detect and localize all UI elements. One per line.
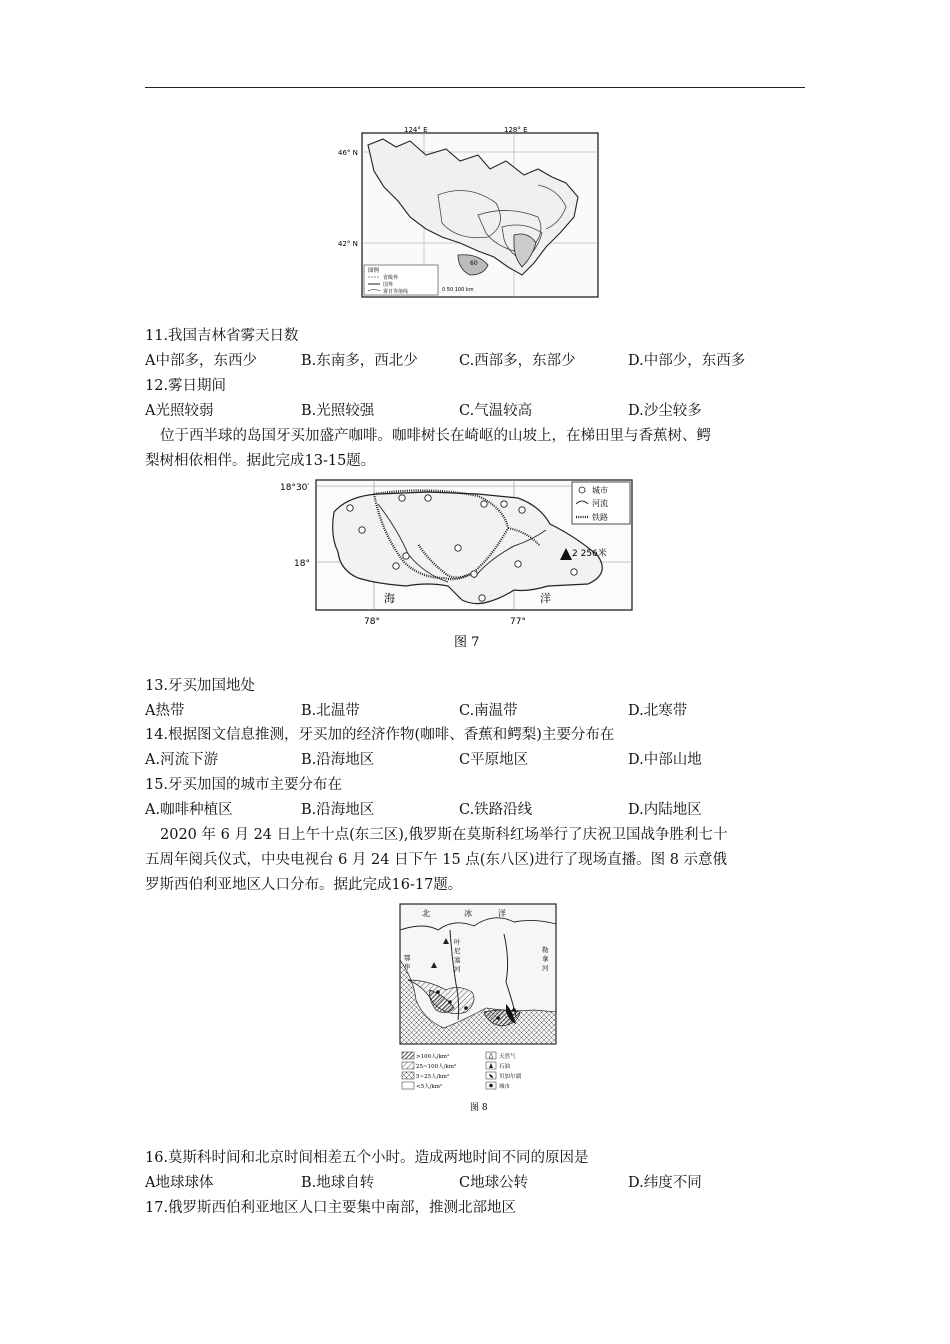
yenisei-char-0: 叶	[454, 938, 461, 946]
lena-char-0: 勒	[542, 946, 549, 954]
q14-option-a: A.河流下游	[145, 752, 219, 768]
q12-option-c: C.气温较高	[459, 403, 533, 419]
jilin-fog-map	[338, 125, 603, 303]
q16-option-b: B.地球自转	[301, 1175, 375, 1191]
q13-option-a: A热带	[145, 703, 185, 719]
passage-russia	[145, 823, 807, 898]
q11-stem: 11.我国吉林省雾天日数	[145, 328, 299, 344]
q15-option-c: C.铁路沿线	[459, 802, 533, 818]
jamaica-lon-label-1: 77°	[510, 617, 526, 627]
jilin-lat-label-0: 46° N	[338, 149, 358, 157]
siberia-population-map	[394, 900, 560, 1116]
jilin-lon-label-1: 128° E	[504, 126, 528, 134]
city-icon	[489, 1084, 493, 1088]
legend-density-3: <5人/km²	[416, 1084, 443, 1090]
q13-option-b: B.北温带	[301, 703, 360, 719]
legend-symbol-baikal: 贝加尔湖	[499, 1074, 522, 1080]
jamaica-legend-city: 城市	[592, 486, 608, 495]
siberia-top-label-0: 北	[422, 909, 430, 918]
q15-option-b: B.沿海地区	[301, 802, 375, 818]
jilin-legend-isoline: 雾日等值线	[383, 289, 409, 295]
legend-symbol-oil: 石油	[499, 1064, 511, 1070]
q14-stem: 14.根据图文信息推测，牙买加的经济作物(咖啡、香蕉和鳄梨)主要分布在	[145, 727, 615, 743]
jamaica-caption: 图 7	[454, 635, 480, 650]
q15-option-a: A.咖啡种植区	[145, 802, 233, 818]
siberia-caption: 图 8	[470, 1103, 488, 1113]
q12-options	[145, 401, 805, 421]
q14-option-b: B.沿海地区	[301, 752, 375, 768]
yenisei-char-1: 尼	[454, 947, 461, 955]
q12-option-d: D.沙尘较多	[628, 403, 702, 419]
legend-city-icon	[579, 487, 585, 493]
q13-options	[145, 701, 805, 721]
legend-symbol-city: 城市	[499, 1084, 511, 1090]
jamaica-lat-label-1: 18°	[294, 559, 310, 569]
jamaica-sea-label-1: 洋	[540, 592, 551, 605]
q14-options	[145, 750, 805, 770]
legend-symbol-gas: 天然气	[499, 1054, 516, 1060]
header-rule	[145, 87, 805, 88]
lena-char-1: 拿	[542, 955, 549, 963]
ob-char-0: 鄂	[404, 954, 411, 962]
yenisei-char-2: 塞	[454, 956, 461, 964]
jamaica-legend-river: 河流	[592, 499, 608, 508]
passage-russia-line-1: 2020 年 6 月 24 日上午十点(东三区),俄罗斯在莫斯科红场举行了庆祝卫国战争胜利七十	[160, 827, 728, 843]
legend-density-2: 5~25人/km²	[416, 1074, 450, 1080]
siberia-top-label-2: 洋	[498, 909, 506, 918]
yenisei-char-3: 河	[454, 965, 461, 973]
q16-stem: 16.莫斯科时间和北京时间相差五个小时。造成两地时间不同的原因是	[145, 1150, 589, 1166]
q15-options	[145, 800, 805, 820]
jamaica-map	[278, 474, 640, 652]
jilin-legend-title: 图例	[368, 268, 380, 274]
passage-russia-line-2: 五周年阅兵仪式，中央电视台 6 月 24 日下午 15 点(东八区)进行了现场直播。图 8 示意俄	[145, 852, 728, 868]
siberia-top-label-1: 冰	[464, 909, 472, 918]
jamaica-lat-label-0: 18°30′	[280, 483, 310, 493]
q11-option-a: A中部多，东西少	[145, 353, 257, 369]
q13-option-d: D.北寒带	[628, 703, 688, 719]
q11-option-b: B.东南多，西北少	[301, 353, 418, 369]
q11-option-d: D.中部少，东西多	[628, 353, 746, 369]
q12-stem: 12.雾日期间	[145, 378, 227, 394]
jilin-legend-border: 国界	[383, 282, 394, 288]
q17-stem: 17.俄罗斯西伯利亚地区人口主要集中南部，推测北部地区	[145, 1200, 517, 1216]
lena-char-2: 河	[542, 964, 549, 972]
passage-russia-line-3: 罗斯西伯利亚地区人口分布。据此完成16-17题。	[145, 877, 463, 893]
q15-stem: 15.牙买加国的城市主要分布在	[145, 777, 343, 793]
passage-jamaica	[145, 424, 807, 474]
jamaica-peak-label: 2 256米	[572, 549, 607, 559]
jamaica-lon-label-0: 78°	[364, 617, 380, 627]
q12-option-b: B.光照较强	[301, 403, 375, 419]
legend-density-1: 25~100人/km²	[416, 1064, 457, 1070]
q16-option-a: A地球球体	[145, 1175, 214, 1191]
q13-stem: 13.牙买加国地处	[145, 678, 256, 694]
q14-option-c: C平原地区	[459, 752, 529, 768]
passage-jamaica-line-1: 位于西半球的岛国牙买加盛产咖啡。咖啡树长在崎岖的山坡上，在梯田里与香蕉树、鳄	[160, 428, 711, 444]
q12-option-a: A光照较弱	[145, 403, 214, 419]
q14-option-d: D.中部山地	[628, 752, 702, 768]
q11-option-c: C.西部多，东部少	[459, 353, 576, 369]
q11-options	[145, 351, 805, 371]
q16-option-d: D.纬度不同	[628, 1175, 702, 1191]
jilin-contour-label: 60	[470, 260, 478, 267]
q13-option-c: C.南温带	[459, 703, 518, 719]
q16-options	[145, 1173, 805, 1193]
jilin-lon-label-0: 124° E	[404, 126, 428, 134]
passage-jamaica-line-2: 梨树相依相伴。据此完成13-15题。	[145, 453, 376, 469]
q16-option-c: C地球公转	[459, 1175, 529, 1191]
jilin-legend-province: 省级界	[383, 275, 399, 281]
ob-char-1: 毕	[404, 963, 411, 971]
legend-density-0: >100人/km²	[416, 1054, 450, 1060]
jamaica-legend-railway: 铁路	[592, 513, 608, 522]
q15-option-d: D.内陆地区	[628, 802, 702, 818]
jamaica-sea-label-0: 海	[384, 592, 395, 605]
jilin-scale: 0 50 100 km	[442, 287, 474, 293]
jilin-lat-label-1: 42° N	[338, 240, 358, 248]
